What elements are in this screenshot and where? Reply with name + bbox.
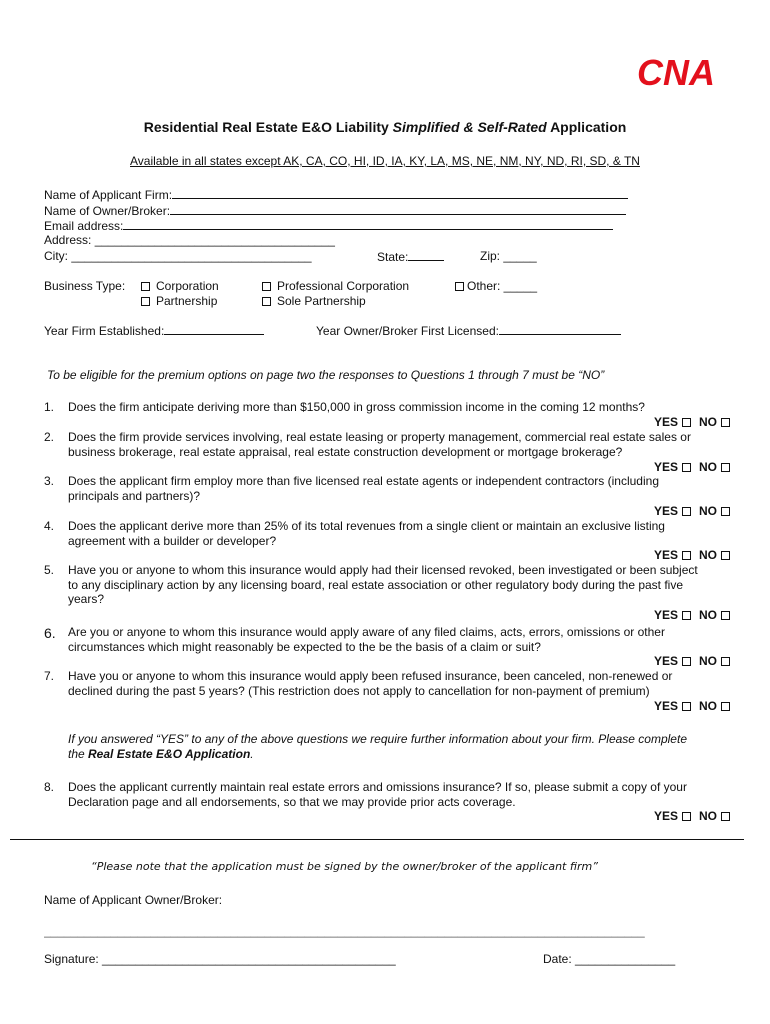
checkbox-icon[interactable] xyxy=(682,702,691,711)
owner-broker-field[interactable]: Name of Owner/Broker: xyxy=(44,203,626,218)
checkbox-icon[interactable] xyxy=(141,282,150,291)
checkbox-icon[interactable] xyxy=(455,282,464,291)
question-number: 8. xyxy=(44,780,55,794)
question-text: Does the applicant derive more than 25% of its total revenues from a single client or maintain an exclusive listing agreement with a builder or developer? xyxy=(68,519,665,548)
yes-no-answer[interactable]: YES NO xyxy=(654,415,730,429)
question-number: 1. xyxy=(44,400,55,414)
checkbox-icon[interactable] xyxy=(682,657,691,666)
year-established-field[interactable]: Year Firm Established: xyxy=(44,323,264,338)
checkbox-icon[interactable] xyxy=(721,812,730,821)
states-availability: Available in all states except AK, CA, CO, HI, ID, IA, KY, LA, MS, NE, NM, NY, ND, RI, SD, & TN xyxy=(130,154,640,168)
checkbox-icon[interactable] xyxy=(682,418,691,427)
question-number: 7. xyxy=(44,669,55,683)
svg-text:CNA: CNA xyxy=(637,54,715,92)
cna-logo xyxy=(628,54,724,92)
section-divider xyxy=(10,839,744,840)
checkbox-icon[interactable] xyxy=(682,551,691,560)
checkbox-icon[interactable] xyxy=(262,297,271,306)
zip-field[interactable]: Zip: _____ xyxy=(480,249,537,263)
question-number: 3. xyxy=(44,474,55,488)
checkbox-icon[interactable] xyxy=(682,507,691,516)
checkbox-icon[interactable] xyxy=(721,702,730,711)
question-text: Have you or anyone to whom this insurance would apply been refused insurance, been canceled, non-renewed or declined during the past 5 years? (This restriction does not apply to cancellation for non-payment of premium) xyxy=(68,669,673,698)
question-text: Are you or anyone to whom this insurance would apply aware of any filed claims, acts, errors, omissions or other circumstances which might reasonably be expected to the be the basis of a claim or suit? xyxy=(68,625,665,654)
signature-note: “Please note that the application must be signed by the owner/broker of the applicant firm” xyxy=(91,860,598,873)
checkbox-icon[interactable] xyxy=(721,463,730,472)
eligibility-note: To be eligible for the premium options on page two the responses to Questions 1 through 7 must be “NO” xyxy=(47,368,605,382)
state-field[interactable]: State: xyxy=(377,249,444,264)
yes-no-answer[interactable]: YES NO xyxy=(654,504,730,518)
owner-name-field[interactable]: __________________________________________________________________________________________ xyxy=(44,924,645,938)
followup-note: If you answered “YES” to any of the above questions we require further information about your firm. Please complete the Real Estate E&O Application. xyxy=(68,732,687,761)
sole-partnership-option[interactable]: Sole Partnership xyxy=(262,294,366,308)
address-field[interactable]: Address: ____________________________________ xyxy=(44,233,335,247)
page-title: Residential Real Estate E&O Liability Simplified & Self-Rated Application xyxy=(143,119,627,135)
checkbox-icon[interactable] xyxy=(721,418,730,427)
checkbox-icon[interactable] xyxy=(141,297,150,306)
question-number: 6. xyxy=(44,625,56,641)
question-text: Have you or anyone to whom this insurance would apply had their licensed revoked, been investigated or been subject to any disciplinary action by any licensing board, real estate association or other regulatory body during the past five years? xyxy=(68,563,698,606)
checkbox-icon[interactable] xyxy=(721,611,730,620)
date-field[interactable]: Date: _______________ xyxy=(543,952,676,966)
professional-corporation-option[interactable]: Professional Corporation xyxy=(262,279,409,293)
checkbox-icon[interactable] xyxy=(682,611,691,620)
email-field[interactable]: Email address: xyxy=(44,218,613,233)
checkbox-icon[interactable] xyxy=(682,463,691,472)
city-field[interactable]: City: ____________________________________ xyxy=(44,249,312,263)
question-text: Does the firm anticipate deriving more than $150,000 in gross commission income in the coming 12 months? xyxy=(68,400,645,414)
question-number: 5. xyxy=(44,563,55,577)
signature-field[interactable]: Signature: ____________________________________________ xyxy=(44,952,396,966)
corporation-option[interactable]: Corporation xyxy=(141,279,219,293)
yes-no-answer[interactable]: YES NO xyxy=(654,460,730,474)
year-licensed-field[interactable]: Year Owner/Broker First Licensed: xyxy=(316,323,621,338)
other-option[interactable]: Other: _____ xyxy=(455,279,537,293)
checkbox-icon[interactable] xyxy=(682,812,691,821)
checkbox-icon[interactable] xyxy=(721,657,730,666)
checkbox-icon[interactable] xyxy=(262,282,271,291)
question-number: 4. xyxy=(44,519,55,533)
yes-no-answer[interactable]: YES NO xyxy=(654,548,730,562)
yes-no-answer[interactable]: YES NO xyxy=(654,809,730,823)
yes-no-answer[interactable]: YES NO xyxy=(654,654,730,668)
checkbox-icon[interactable] xyxy=(721,507,730,516)
yes-no-answer[interactable]: YES NO xyxy=(654,699,730,713)
question-number: 2. xyxy=(44,430,55,444)
question-text: Does the applicant firm employ more than five licensed real estate agents or independent contractors (including principals and partners)? xyxy=(68,474,659,503)
question-text: Does the firm provide services involving, real estate leasing or property management, commercial real estate sales or business brokerage, real estate appraisal, real estate construction development or mortgage brokerage? xyxy=(68,430,691,459)
yes-no-answer[interactable]: YES NO xyxy=(654,608,730,622)
checkbox-icon[interactable] xyxy=(721,551,730,560)
business-type-label: Business Type: xyxy=(44,279,126,293)
partnership-option[interactable]: Partnership xyxy=(141,294,217,308)
applicant-firm-field[interactable]: Name of Applicant Firm: xyxy=(44,187,628,202)
owner-name-label: Name of Applicant Owner/Broker: xyxy=(44,893,223,907)
question-text: Does the applicant currently maintain real estate errors and omissions insurance? If so, please submit a copy of your Declaration page and all endorsements, so that we may provide prior acts coverage. xyxy=(68,780,687,809)
